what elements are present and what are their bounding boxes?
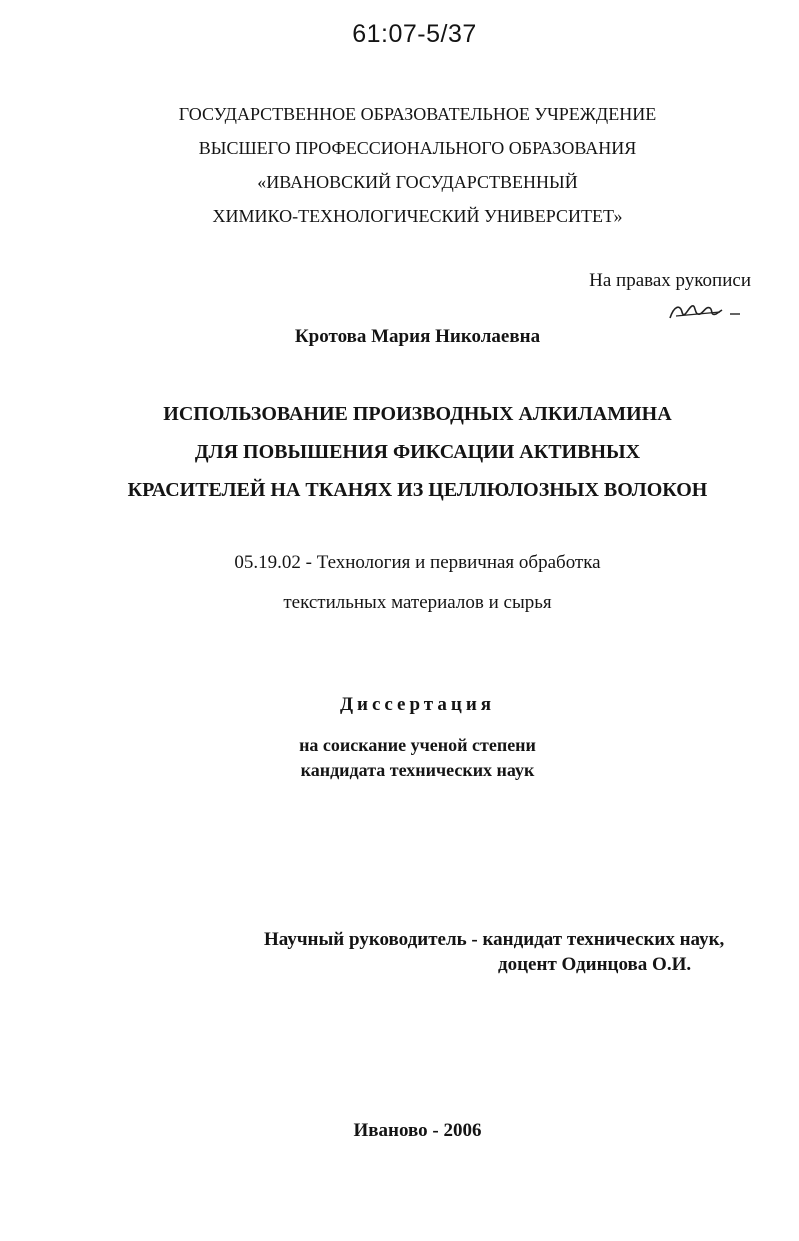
city-year: Иваново - 2006 [353, 1120, 482, 1141]
scientific-advisor [264, 927, 764, 977]
dissertation-title [0, 395, 799, 509]
title-line: ДЛЯ ПОВЫШЕНИЯ ФИКСАЦИИ АКТИВНЫХ [194, 441, 641, 463]
title-line: КРАСИТЕЛЕЙ НА ТКАНЯХ ИЗ ЦЕЛЛЮЛОЗНЫХ ВОЛОКОН [127, 479, 708, 501]
degree-line: кандидата технических наук [300, 760, 535, 780]
specialty-line: текстильных материалов и сырья [283, 592, 552, 613]
institution-line: «ИВАНОВСКИЙ ГОСУДАРСТВЕННЫЙ [257, 172, 578, 192]
manuscript-rights-note: На правах рукописи [589, 270, 751, 291]
library-code-stamp: 61:07-5/37 [352, 20, 477, 48]
specialty-block [0, 543, 799, 623]
institution-block [0, 97, 799, 233]
institution-line: ХИМИКО-ТЕХНОЛОГИЧЕСКИЙ УНИВЕРСИТЕТ» [212, 206, 623, 226]
specialty-line: 05.19.02 - Технология и первичная обработка [234, 552, 601, 573]
advisor-line: Научный руководитель - кандидат технических наук, [264, 929, 725, 950]
title-line: ИСПОЛЬЗОВАНИЕ ПРОИЗВОДНЫХ АЛКИЛАМИНА [163, 403, 672, 425]
institution-line: ВЫСШЕГО ПРОФЕССИОНАЛЬНОГО ОБРАЗОВАНИЯ [198, 138, 637, 158]
institution-line: ГОСУДАРСТВЕННОЕ ОБРАЗОВАТЕЛЬНОЕ УЧРЕЖДЕНИЕ [178, 104, 657, 124]
degree-block [0, 733, 799, 783]
document-type: Диссертация [339, 694, 496, 715]
author-name: Кротова Мария Николаевна [294, 326, 541, 347]
advisor-line: доцент Одинцова О.И. [498, 954, 692, 975]
degree-line: на соискание ученой степени [299, 735, 536, 755]
handwritten-signature [660, 298, 745, 326]
